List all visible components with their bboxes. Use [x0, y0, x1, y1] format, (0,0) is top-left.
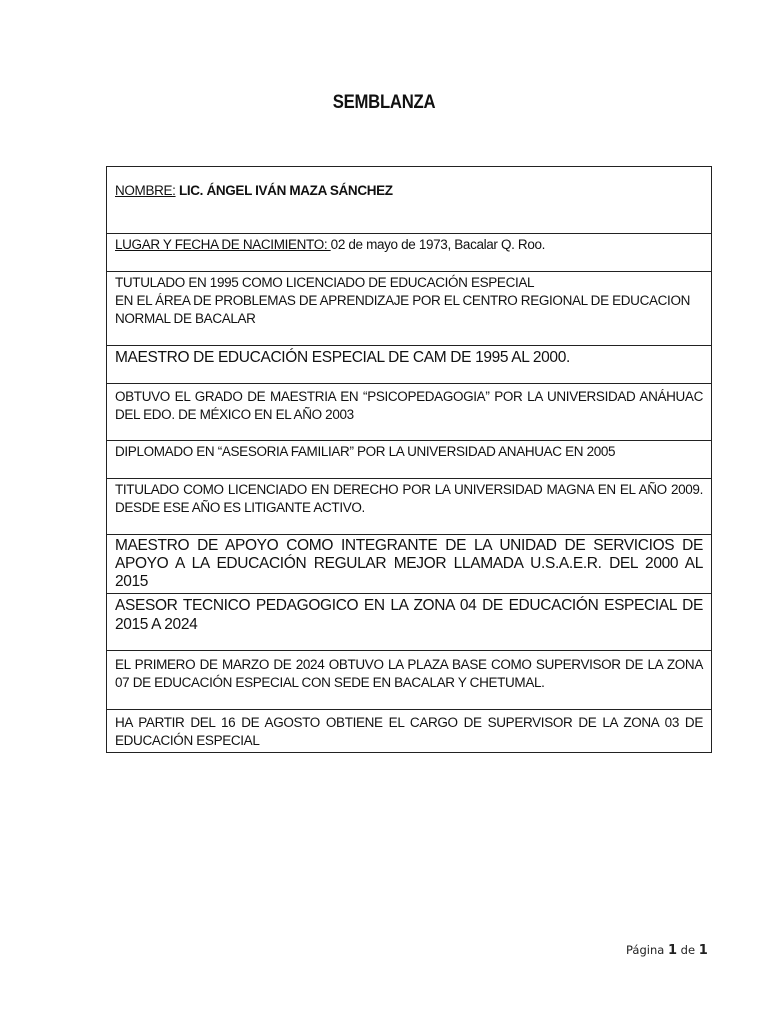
of-word: de [677, 943, 699, 957]
table-row-supervisor-03 [107, 710, 712, 753]
birth-value: 02 de mayo de 1973, Bacalar Q. Roo. [330, 237, 546, 252]
cam-teacher-cell: MAESTRO DE EDUCACIÓN ESPECIAL DE CAM DE 1995 AL 2000. [107, 346, 712, 384]
table-row-diploma [107, 441, 712, 479]
name-label: NOMBRE: [115, 183, 176, 198]
degree-cell [107, 272, 712, 346]
table-row-birth [107, 234, 712, 272]
masters-cell: OBTUVO EL GRADO DE MAESTRIA EN “PSICOPEDAGOGIA” POR LA UNIVERSIDAD ANÁHUAC DEL EDO. DE MÉXICO EN EL AÑO 2003 [107, 384, 712, 441]
document-title: SEMBLANZA [332, 92, 436, 113]
law-degree-cell: TITULADO COMO LICENCIADO EN DERECHO POR LA UNIVERSIDAD MAGNA EN EL AÑO 2009. DESDE ESE AÑO ES LITIGANTE ACTIVO. [107, 479, 712, 535]
birth-label: LUGAR Y FECHA DE NACIMIENTO: [115, 237, 331, 252]
supervisor-03-cell: HA PARTIR DEL 16 DE AGOSTO OBTIENE EL CARGO DE SUPERVISOR DE LA ZONA 03 DE EDUCACIÓN ESPECIAL [107, 710, 712, 753]
table-row-law [107, 479, 712, 535]
page-number-footer [626, 943, 708, 958]
table-row-supervisor-07 [107, 651, 712, 710]
degree-line-1: TUTULADO EN 1995 COMO LICENCIADO DE EDUCACIÓN ESPECIAL [115, 275, 535, 290]
biography-table [106, 166, 712, 753]
table-row-degree [107, 272, 712, 346]
page-word: Página [626, 943, 668, 957]
degree-line-2: EN EL ÁREA DE PROBLEMAS DE APRENDIZAJE POR EL CENTRO REGIONAL DE EDUCACION NORMAL DE BACALAR [115, 293, 690, 326]
page-current: 1 [667, 943, 677, 958]
supervisor-07-cell: EL PRIMERO DE MARZO DE 2024 OBTUVO LA PLAZA BASE COMO SUPERVISOR DE LA ZONA 07 DE EDUCACIÓN ESPECIAL CON SEDE EN BACALAR Y CHETUMAL. [107, 651, 712, 710]
name-value: LIC. ÁNGEL IVÁN MAZA SÁNCHEZ [178, 183, 393, 198]
table-row-advisor [107, 594, 712, 651]
birth-cell [107, 234, 712, 272]
usaer-cell: MAESTRO DE APOYO COMO INTEGRANTE DE LA UNIDAD DE SERVICIOS DE APOYO A LA EDUCACIÓN REGULAR MEJOR LLAMADA U.S.A.E.R. DEL 2000 AL 2015 [107, 535, 712, 594]
table-row-masters [107, 384, 712, 441]
advisor-cell: ASESOR TECNICO PEDAGOGICO EN LA ZONA 04 DE EDUCACIÓN ESPECIAL DE 2015 A 2024 [107, 594, 712, 651]
diploma-cell: DIPLOMADO EN “ASESORIA FAMILIAR” POR LA UNIVERSIDAD ANAHUAC EN 2005 [107, 441, 712, 479]
table-row-name [107, 167, 712, 234]
name-cell [107, 167, 712, 234]
table-row-cam [107, 346, 712, 384]
table-row-usaer [107, 535, 712, 594]
page-total: 1 [698, 943, 708, 958]
